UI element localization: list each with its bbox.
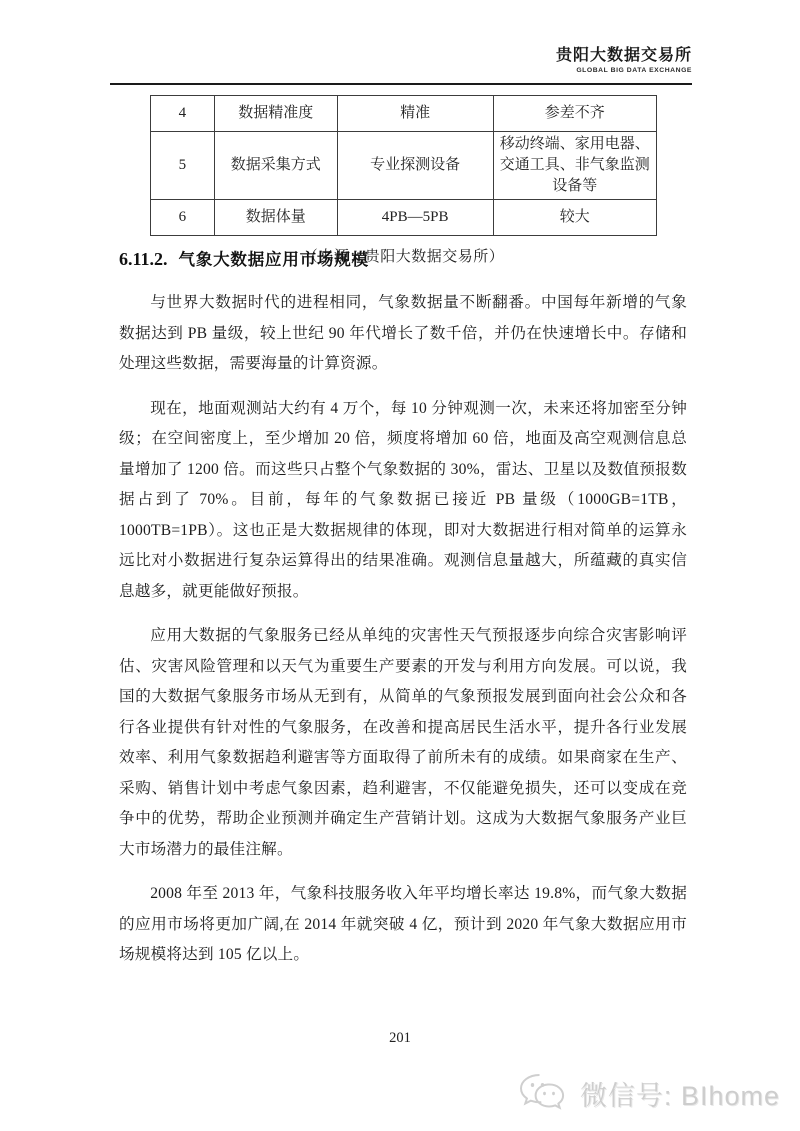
table-row [151, 132, 657, 200]
table-cell-row-number: 5 [151, 132, 215, 200]
page-number: 201 [389, 1030, 411, 1046]
table-cell-value: 精准 [337, 96, 493, 132]
table-cell-comparison: 移动终端、家用电器、交通工具、非气象监测设备等 [493, 132, 656, 200]
paragraph: 现在，地面观测站大约有 4 万个，每 10 分钟观测一次，未来还将加密至分钟级；在空间密度上，至少增加 20 倍，频度将增加 60 倍，地面及高空观测信息总量增加了 1200 倍。而这些只占整个气象数据的 30%，雷达、卫星以及数值预报数据占到了 70%。目前，每年的气象数据已接近 PB 量级（1000GB=1TB，1000TB=1PB）。这也正是大数据规律的体现，即对大数据进行相对简单的运算永远比对小数据进行复杂运算得出的结果准确。观测信息量越大，所蕴藏的真实信息越多，就更能做好预报。 [119, 399, 687, 600]
table-cell-row-number: 4 [151, 96, 215, 132]
header-rule [110, 83, 692, 85]
wechat-icon [518, 1072, 570, 1114]
paragraph: 与世界大数据时代的进程相同，气象数据量不断翻番。中国每年新增的气象数据达到 PB 量级，较上世纪 90 年代增长了数千倍，并仍在快速增长中。存储和处理这些数据，需要海量的计算资源。 [119, 294, 687, 372]
wechat-watermark [518, 1072, 780, 1114]
table-cell-value: 专业探测设备 [337, 132, 493, 200]
watermark-text: 微信号: BIhome [579, 1080, 780, 1111]
body-text [119, 288, 687, 985]
table-cell-attribute: 数据精准度 [214, 96, 337, 132]
weather-data-table-wrap [150, 95, 657, 266]
table-cell-value: 4PB—5PB [337, 200, 493, 236]
section-title: 气象大数据应用市场规模 [178, 251, 369, 269]
weather-data-table [150, 95, 657, 236]
section-heading [119, 246, 688, 270]
table-row [151, 200, 657, 236]
table-cell-row-number: 6 [151, 200, 215, 236]
section-number: 6.11.2. [119, 249, 168, 269]
table-row [151, 96, 657, 132]
table-cell-comparison: 参差不齐 [493, 96, 656, 132]
exchange-logo-subtitle: GLOBAL BIG DATA EXCHANGE [576, 67, 692, 74]
table-source-caption: （来源：贵阳大数据交易所） [302, 249, 505, 265]
paragraph: 2008 年至 2013 年，气象科技服务收入年平均增长率达 19.8%，而气象大数据的应用市场将更加广阔,在 2014 年就突破 4 亿，预计到 2020 年气象大数据应用市场规模将达到 105 亿以上。 [119, 885, 687, 963]
table-cell-attribute: 数据体量 [214, 200, 337, 236]
table-cell-attribute: 数据采集方式 [214, 132, 337, 200]
table-cell-comparison: 较大 [493, 200, 656, 236]
exchange-logo-title: 贵阳大数据交易所 [555, 47, 692, 64]
exchange-logo [556, 46, 692, 76]
paragraph: 应用大数据的气象服务已经从单纯的灾害性天气预报逐步向综合灾害影响评估、灾害风险管理和以天气为重要生产要素的开发与利用方向发展。可以说，我国的大数据气象服务市场从无到有，从简单的气象预报发展到面向社会公众和各行各业提供有针对性的气象服务，在改善和提高居民生活水平，提升各行业发展效率、利用气象数据趋利避害等方面取得了前所未有的成绩。如果商家在生产、采购、销售计划中考虑气象因素，趋利避害，不仅能避免损失，还可以变成在竞争中的优势，帮助企业预测并确定生产营销计划。这成为大数据气象服务产业巨大市场潜力的最佳注解。 [119, 627, 687, 858]
